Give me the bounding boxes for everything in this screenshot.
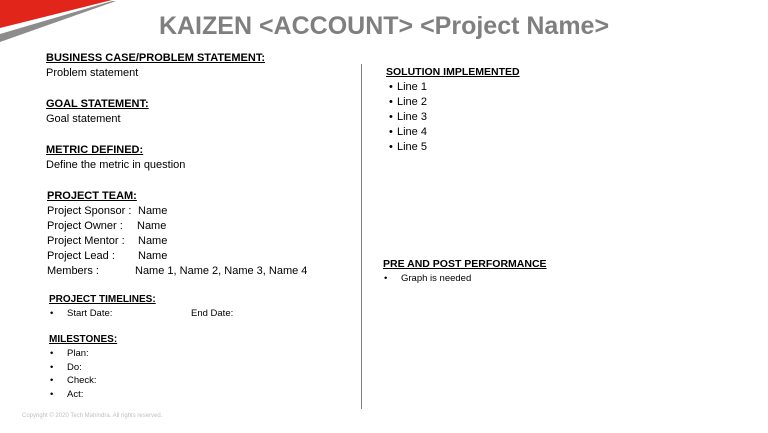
team-row-mentor	[47, 234, 347, 249]
milestones-heading: MILESTONES:	[49, 334, 118, 345]
goal-text: Goal statement	[46, 113, 121, 125]
team-name: Name	[138, 235, 168, 247]
metric-text: Define the metric in question	[46, 159, 186, 171]
project-team-section	[47, 189, 347, 279]
performance-item: • Graph is needed	[383, 272, 547, 286]
team-name: Name	[138, 250, 168, 262]
performance-section	[383, 257, 547, 286]
column-divider	[361, 64, 362, 409]
metric-heading: METRIC DEFINED:	[46, 144, 144, 156]
solution-list	[386, 80, 520, 155]
milestone-item: • Act:	[49, 388, 117, 402]
end-date-label: End Date:	[191, 308, 234, 319]
solution-section	[386, 65, 520, 155]
milestones-section	[49, 332, 117, 401]
team-role: Members :	[47, 265, 99, 277]
milestone-item: • Check:	[49, 374, 117, 388]
start-date-label: Start Date:	[67, 308, 113, 319]
timelines-heading: PROJECT TIMELINES:	[49, 294, 156, 305]
timeline-dates-row	[49, 307, 299, 321]
team-role: Project Owner :	[47, 220, 123, 232]
solution-item: • Line 1	[386, 80, 520, 95]
business-case-text: Problem statement	[46, 67, 139, 79]
goal-section	[46, 97, 149, 127]
team-row-owner	[47, 219, 347, 234]
team-name: Name 1, Name 2, Name 3, Name 4	[135, 265, 308, 277]
team-name: Name	[138, 205, 168, 217]
milestone-item: • Do:	[49, 361, 117, 375]
team-role: Project Mentor :	[47, 235, 125, 247]
project-timelines-section	[49, 292, 299, 321]
milestones-list	[49, 347, 117, 401]
solution-heading: SOLUTION IMPLEMENTED	[386, 66, 520, 78]
team-role: Project Sponsor :	[47, 205, 132, 217]
team-row-lead	[47, 249, 347, 264]
solution-item: • Line 2	[386, 95, 520, 110]
bullet-icon: •	[50, 308, 54, 319]
goal-heading: GOAL STATEMENT:	[46, 98, 149, 110]
milestone-item: • Plan:	[49, 347, 117, 361]
business-case-section	[46, 51, 265, 81]
metric-section	[46, 143, 185, 173]
copyright-text: Copyright © 2020 Tech Mahindra. All rights reserved.	[22, 413, 163, 419]
project-team-heading: PROJECT TEAM:	[47, 190, 137, 202]
team-row-sponsor	[47, 204, 347, 219]
page-title: KAIZEN <ACCOUNT> <Project Name>	[158, 12, 610, 40]
performance-heading: PRE AND POST PERFORMANCE	[383, 258, 547, 270]
team-name: Name	[137, 220, 167, 232]
team-row-members	[47, 264, 347, 279]
team-role: Project Lead :	[47, 250, 115, 262]
solution-item: • Line 5	[386, 140, 520, 155]
business-case-heading: BUSINESS CASE/PROBLEM STATEMENT:	[46, 52, 265, 64]
solution-item: • Line 4	[386, 125, 520, 140]
performance-list	[383, 272, 547, 286]
solution-item: • Line 3	[386, 110, 520, 125]
